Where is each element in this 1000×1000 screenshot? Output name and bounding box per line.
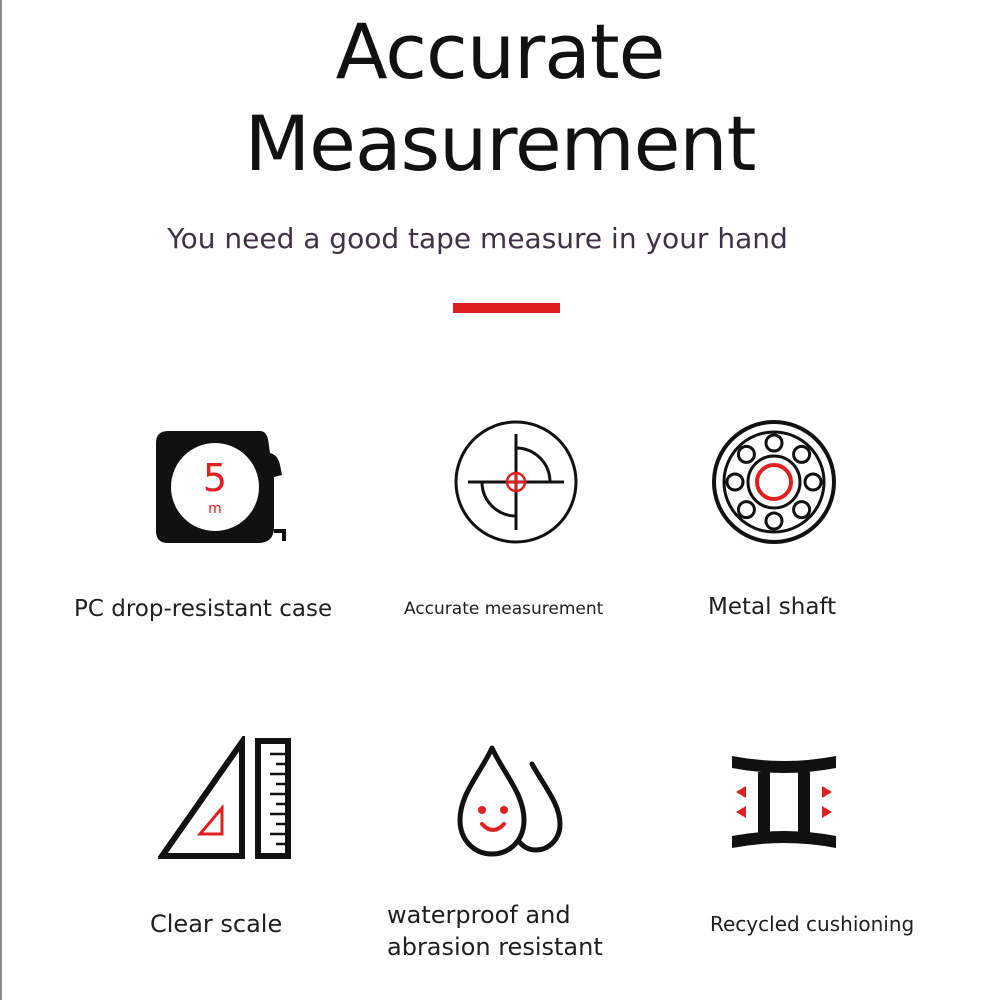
crosshair-icon — [452, 418, 580, 546]
feature-label: Recycled cushioning — [710, 912, 915, 936]
water-drops-icon — [452, 742, 572, 858]
tape-badge-unit: m — [208, 501, 222, 517]
page-subtitle: You need a good tape measure in your hand — [167, 222, 788, 255]
tape-measure-icon — [148, 425, 288, 550]
feature-label: Metal shaft — [708, 594, 837, 620]
page-title-line2: Measurement — [244, 99, 756, 188]
accent-divider — [453, 303, 560, 313]
tape-badge-number: 5 — [202, 456, 228, 500]
feature-label-line1: waterproof and — [387, 901, 571, 929]
ruler-triangle-icon — [158, 736, 294, 862]
feature-label: PC drop-resistant case — [74, 596, 333, 622]
feature-label-line2: abrasion resistant — [387, 933, 603, 961]
metal-shaft-icon — [710, 418, 838, 546]
feature-label: Clear scale — [150, 910, 283, 938]
cushioning-icon — [728, 752, 840, 852]
feature-label: Accurate measurement — [404, 599, 604, 619]
page-title-line1: Accurate — [335, 7, 665, 96]
